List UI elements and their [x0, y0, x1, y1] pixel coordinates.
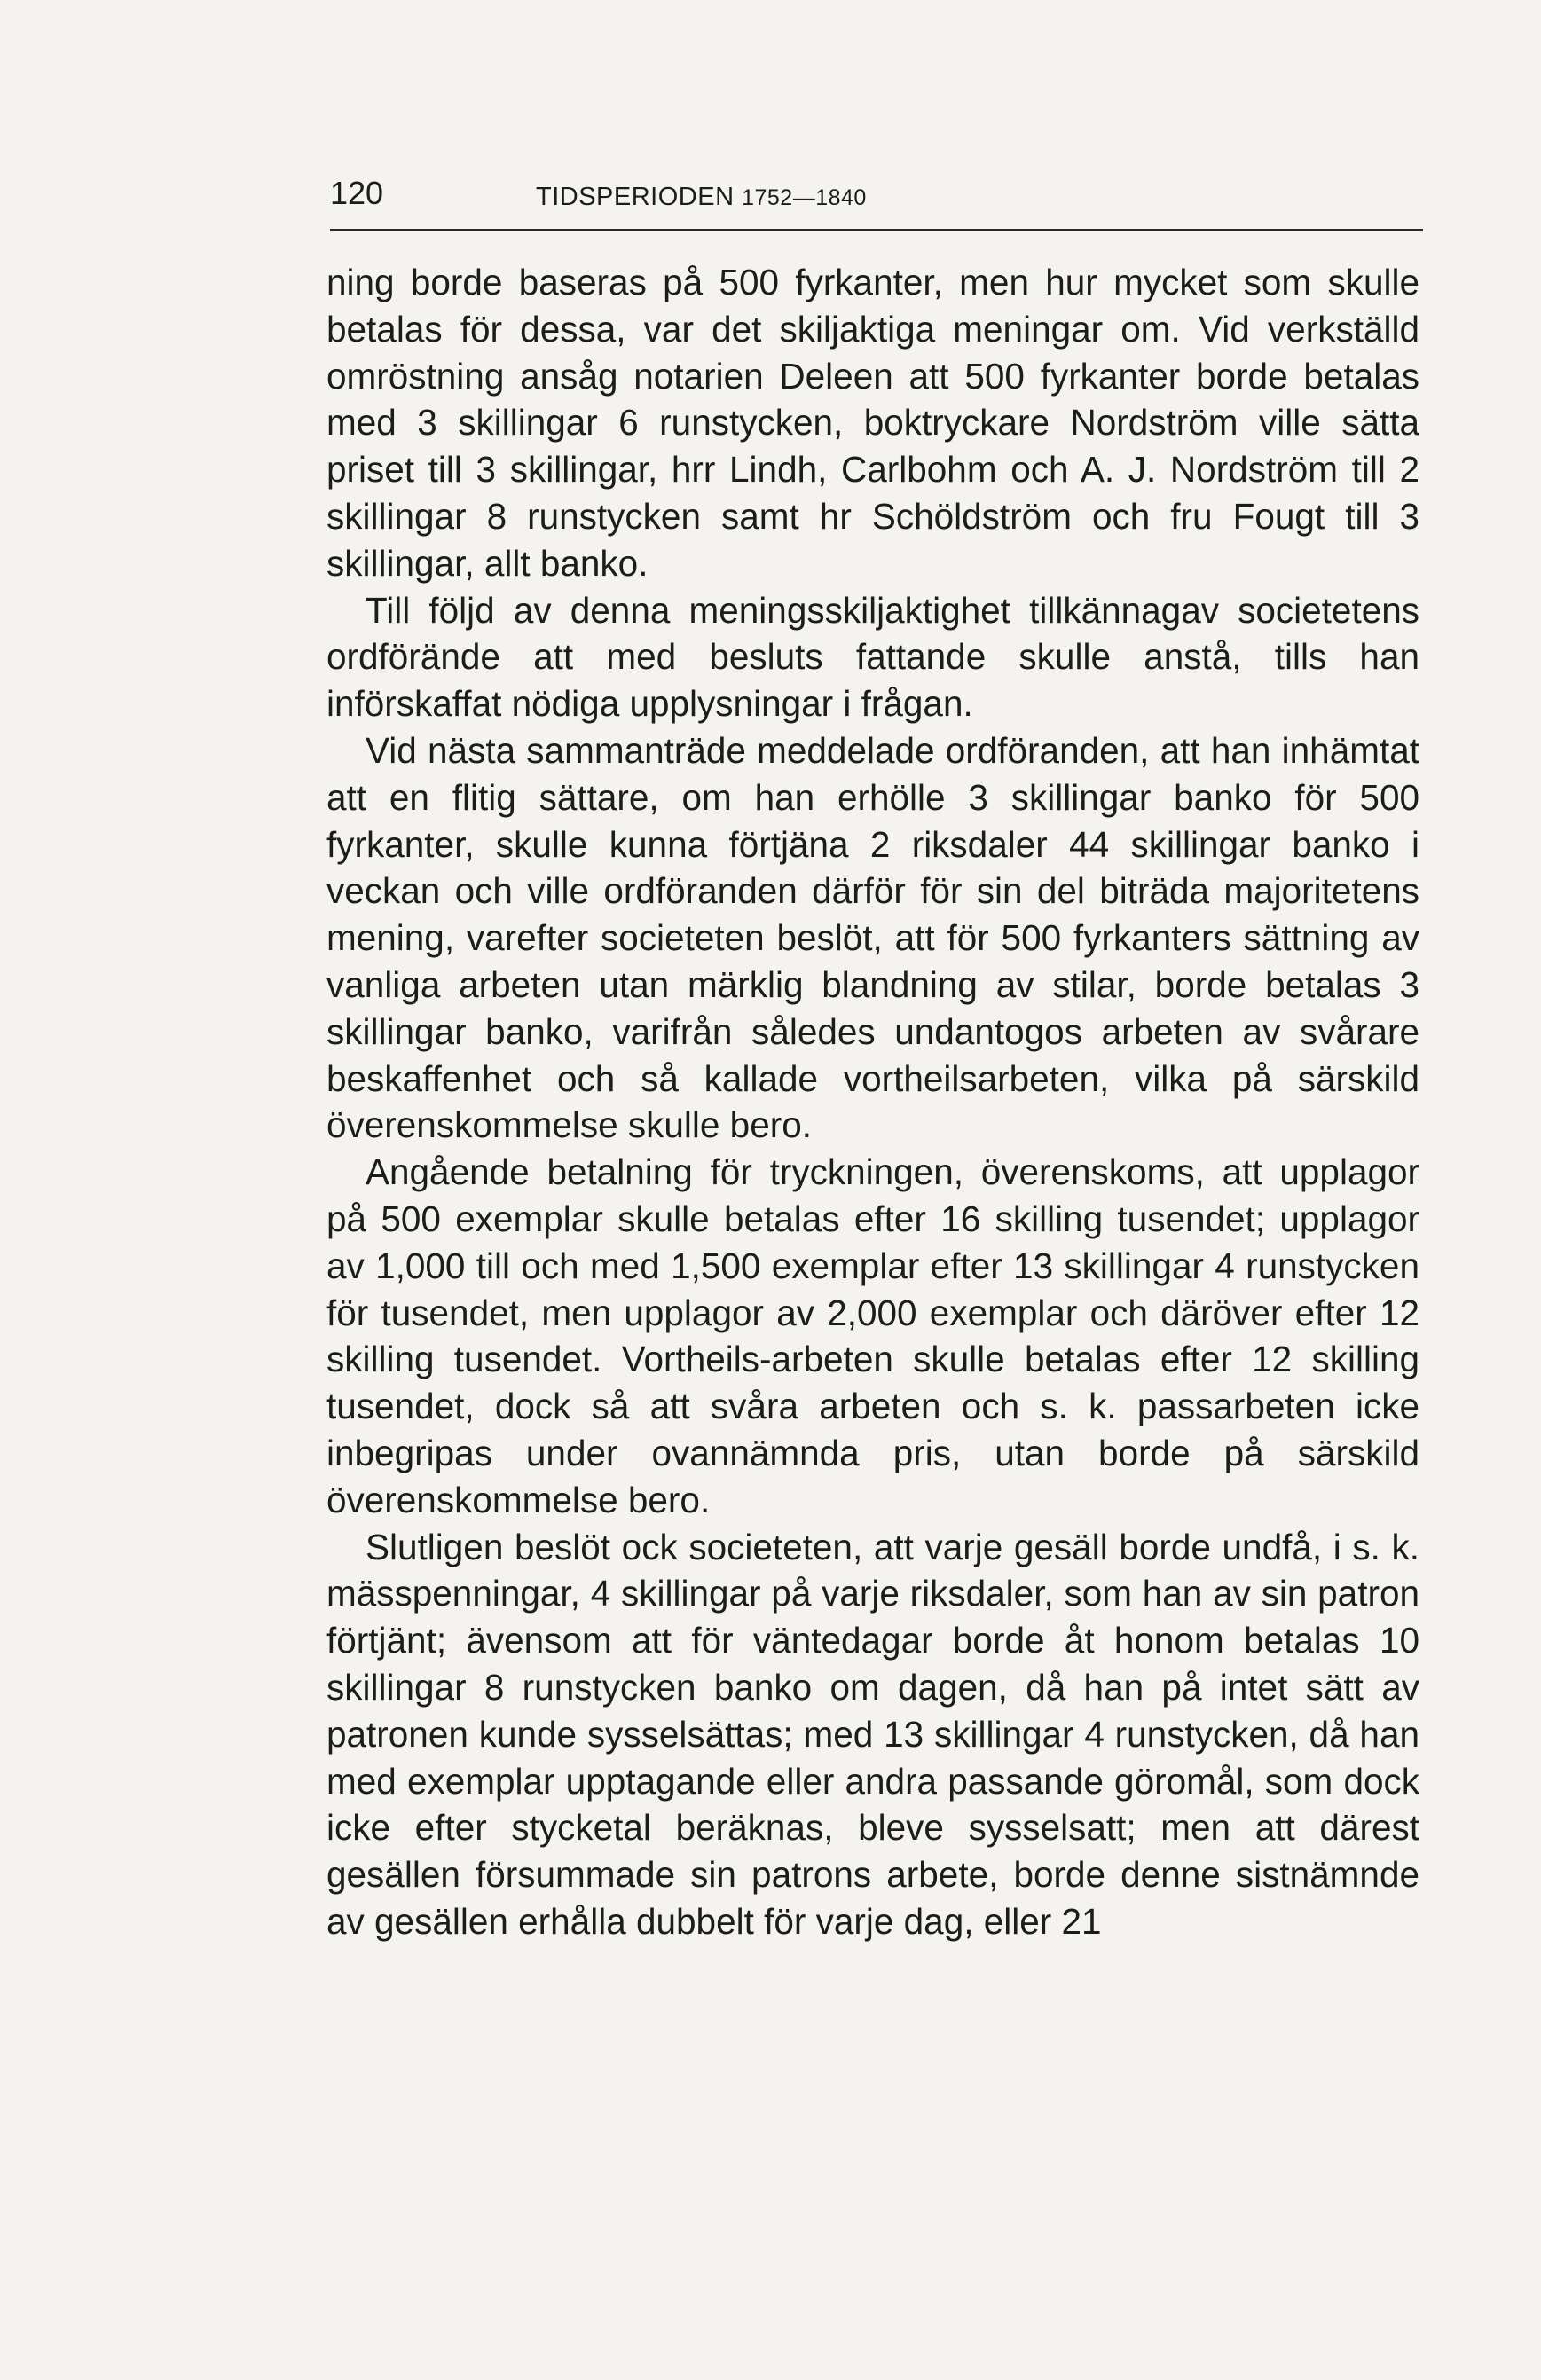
- running-title: TIDSPERIODEN: [536, 183, 735, 211]
- page-number: 120: [330, 175, 384, 211]
- paragraph-3: Vid nästa sammanträde meddelade ordföranden, att han inhämtat att en flitig sättare, om han erhölle 3 skillingar banko för 500 fyrkanter, skulle kunna förtjäna 2 riksdaler 44 skillingar banko i veckan och ville ordföranden därför för sin del biträda majoritetens mening, varefter societeten beslöt, att för 500 fyrkanters sättning av vanliga arbeten utan märklig blandning av stilar, borde betalas 3 skillingar banko, varifrån således undantogos arbeten av svårare beskaffenhet och så kallade vortheilsarbeten, vilka på särskild överenskommelse skulle bero.: [326, 729, 1419, 1146]
- body-text: [326, 259, 1419, 1945]
- header-rule: [330, 229, 1423, 231]
- paragraph-5: Slutligen beslöt ock societeten, att varje gesäll borde undfå, i s. k. mässpenningar, 4 skillingar på varje riksdaler, som han av sin patron förtjänt; ävensom att för väntedagar borde åt honom betalas 10 skillingar 8 runstycken banko om dagen, då han på intet sätt av patronen kunde sysselsättas; med 13 skillingar 4 runstycken, då han med exemplar upptagande eller andra passande göromål, som dock icke efter stycketal beräknas, bleve sysselsatt; men att därest gesällen försummade sin patrons arbete, borde denne sistnämnde av gesällen erhålla dubbelt för varje dag, eller 21: [326, 1526, 1419, 1942]
- running-head: [536, 179, 867, 216]
- paragraph-2: Till följd av denna meningsskiljaktighet tillkännagav societetens ordförände att med besluts fattande skulle anstå, tills han införskaffat nödiga upplysningar i frågan.: [326, 589, 1419, 725]
- page-header: [330, 174, 1423, 229]
- paragraph-1: ning borde baseras på 500 fyrkanter, men hur mycket som skulle betalas för dessa, var det skiljaktiga meningar om. Vid verkställd omröstning ansåg notarien Deleen att 500 fyrkanter borde betalas med 3 skillingar 6 runstycken, boktryckare Nordström ville sätta priset till 3 skillingar, hrr Lindh, Carlbohm och A. J. Nordström till 2 skillingar 8 runstycken samt hr Schöldström och fru Fougt till 3 skillingar, allt banko.: [326, 262, 1419, 584]
- running-head-years: 1752—1840: [742, 185, 867, 210]
- paragraph-4: Angående betalning för tryckningen, överenskoms, att upplagor på 500 exemplar skulle betalas efter 16 skilling tusendet; upplagor av 1,000 till och med 1,500 exemplar efter 13 skillingar 4 runstycken för tusendet, men upplagor av 2,000 exemplar och däröver efter 12 skilling tusendet. Vortheils-arbeten skulle betalas efter 12 skilling tusendet, dock så att svåra arbeten och s. k. passarbeten icke inbegripas under ovannämnda pris, utan borde på särskild överenskommelse bero.: [326, 1151, 1419, 1520]
